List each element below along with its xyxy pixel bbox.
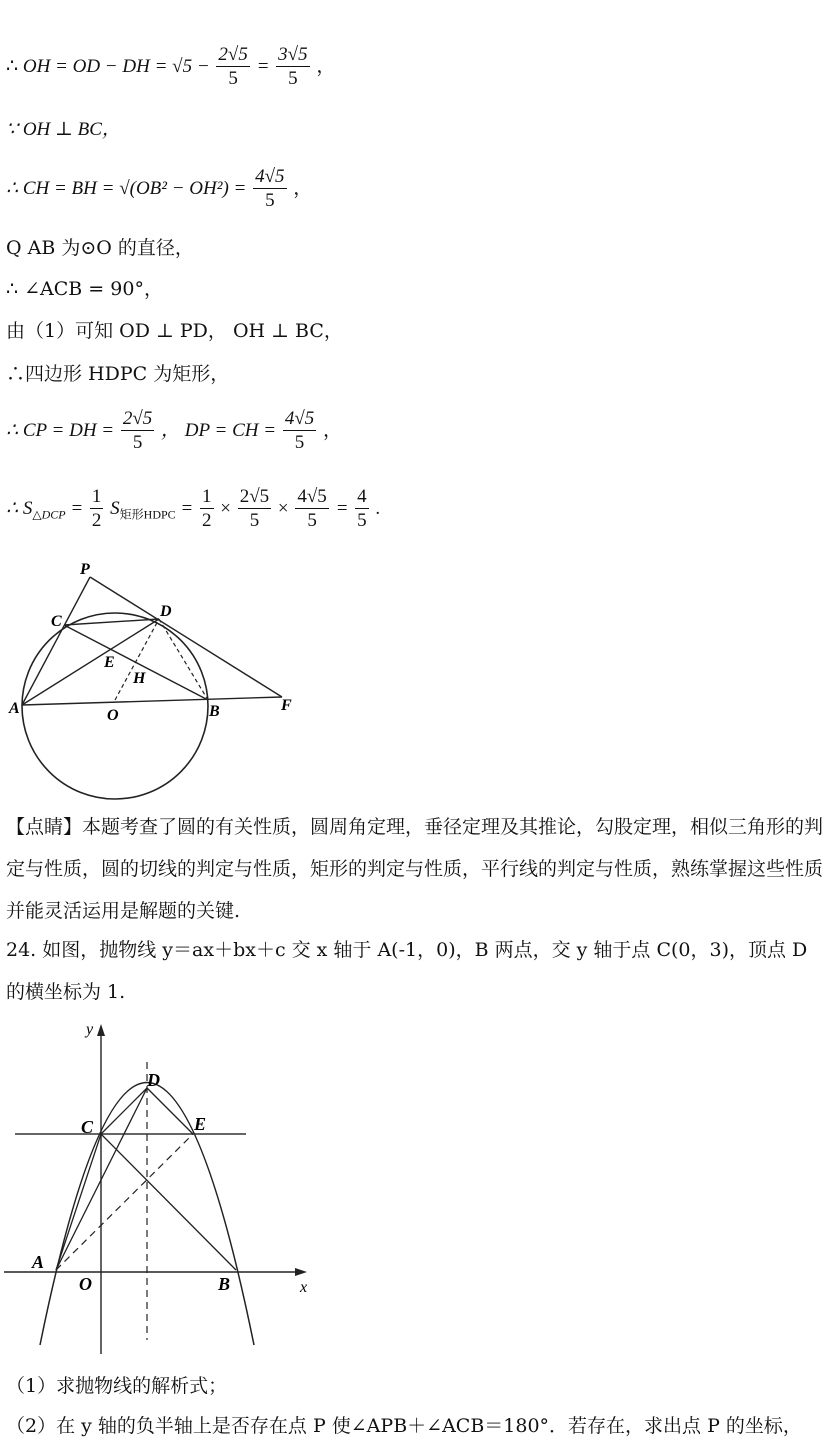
equation-ch: [6, 166, 312, 213]
period: .: [375, 497, 381, 519]
equals: =: [180, 497, 194, 519]
segment-ac: [56, 1134, 101, 1270]
label-o: O: [79, 1274, 92, 1294]
problem24-line1: 24. 如图，抛物线 y＝ax＋bx＋c 交 x 轴于 A(-1，0)，B 两点，交 y 轴于点 C(0，3)，顶点 D: [6, 939, 808, 961]
statement-rectangle: ∴四边形 HDPC 为矩形，: [6, 363, 230, 385]
fraction: $\frac{1}{2}$: [91, 486, 102, 531]
circle-o: [22, 613, 208, 799]
x-axis-arrow: [295, 1268, 307, 1276]
expr-text: ， DP = CH =: [161, 419, 277, 441]
expr-text: OH = OD − DH = √5 −: [22, 55, 210, 77]
expr-text: ∴ S: [6, 497, 33, 519]
fraction: $\frac{4√5}{5}$: [255, 166, 285, 211]
comma: ，: [316, 55, 336, 77]
segment-ad: [22, 619, 159, 705]
label-e: E: [104, 654, 115, 671]
statement-perpendicular: ∵ OH ⊥ BC，: [6, 119, 121, 140]
expr-text: S: [110, 497, 120, 519]
segment-pf: [90, 577, 282, 697]
expr-text: ∴ CH = BH = √(OB² − OH²) =: [6, 177, 247, 199]
label-c: C: [51, 613, 62, 630]
label-d: D: [147, 1070, 160, 1090]
subscript: 矩形HDPC: [119, 507, 176, 522]
segment-ae-dashed: [56, 1134, 193, 1270]
equation-oh: [6, 44, 335, 91]
fraction: $\frac{4√5}{5}$: [284, 408, 315, 453]
fraction: $\frac{1}{2}$: [202, 486, 212, 531]
label-y-axis: y: [86, 1021, 94, 1038]
problem24-line2: 的横坐标为 1.: [6, 981, 126, 1003]
question-2: （2）在 y 轴的负半轴上是否存在点 P 使∠APB＋∠ACB＝180°．若存在，求出点 P 的坐标，: [6, 1415, 802, 1437]
label-b: B: [209, 703, 220, 720]
label-b: B: [218, 1274, 231, 1294]
times: ×: [220, 497, 231, 519]
statement-diameter: Q AB 为⊙O 的直径，: [6, 237, 194, 259]
segment-pa: [22, 577, 90, 705]
label-e: E: [194, 1114, 207, 1134]
comment-paragraph: 【点睛】本题考查了圆的有关性质，圆周角定理，垂径定理及其推论，勾股定理，相似三角形的判定与性质，圆的切线的判定与性质，矩形的判定与性质，平行线的判定与性质，熟练掌握这些性质并能灵活运用是解题的关键.: [6, 816, 824, 922]
label-f: F: [281, 697, 292, 714]
label-c: C: [81, 1117, 94, 1137]
statement-right-angle: ∴ ∠ACB = 90°，: [6, 278, 163, 300]
expr-text: ∴ CP = DH =: [6, 419, 115, 441]
subscript: △DCP: [32, 507, 66, 522]
comma: ，: [293, 177, 313, 199]
therefore-symbol: ∴: [6, 55, 19, 77]
circle-geometry-figure: [0, 556, 310, 801]
times: ×: [277, 497, 289, 519]
label-h: H: [133, 670, 146, 687]
label-a: A: [9, 700, 20, 717]
label-x-axis: x: [300, 1279, 308, 1296]
fraction: $\frac{4}{5}$: [357, 486, 367, 531]
segment-od-dashed: [115, 619, 159, 700]
question-1: （1）求抛物线的解析式；: [6, 1375, 228, 1397]
label-d: D: [160, 603, 172, 620]
equals: =: [335, 497, 349, 519]
y-axis-arrow: [97, 1024, 105, 1036]
equation-area: [6, 486, 380, 533]
equals: =: [256, 55, 270, 77]
fraction: $\frac{2√5}{5}$: [218, 44, 248, 89]
fraction: $\frac{2√5}{5}$: [239, 486, 270, 531]
label-p: P: [80, 561, 90, 578]
segment-cb: [101, 1134, 236, 1270]
fraction: $\frac{3√5}{5}$: [278, 44, 308, 89]
equation-cp-dp: [6, 408, 342, 455]
comma: ，: [323, 419, 343, 441]
label-a: A: [32, 1252, 45, 1272]
equals: =: [70, 497, 84, 519]
parabola-figure: [0, 1015, 320, 1360]
segment-af: [22, 697, 282, 705]
label-o: O: [107, 707, 119, 724]
fraction: $\frac{2√5}{5}$: [122, 408, 153, 453]
statement-from-part1: 由（1）可知 OD ⊥ PD， OH ⊥ BC，: [6, 320, 343, 342]
fraction: $\frac{4√5}{5}$: [297, 486, 327, 531]
